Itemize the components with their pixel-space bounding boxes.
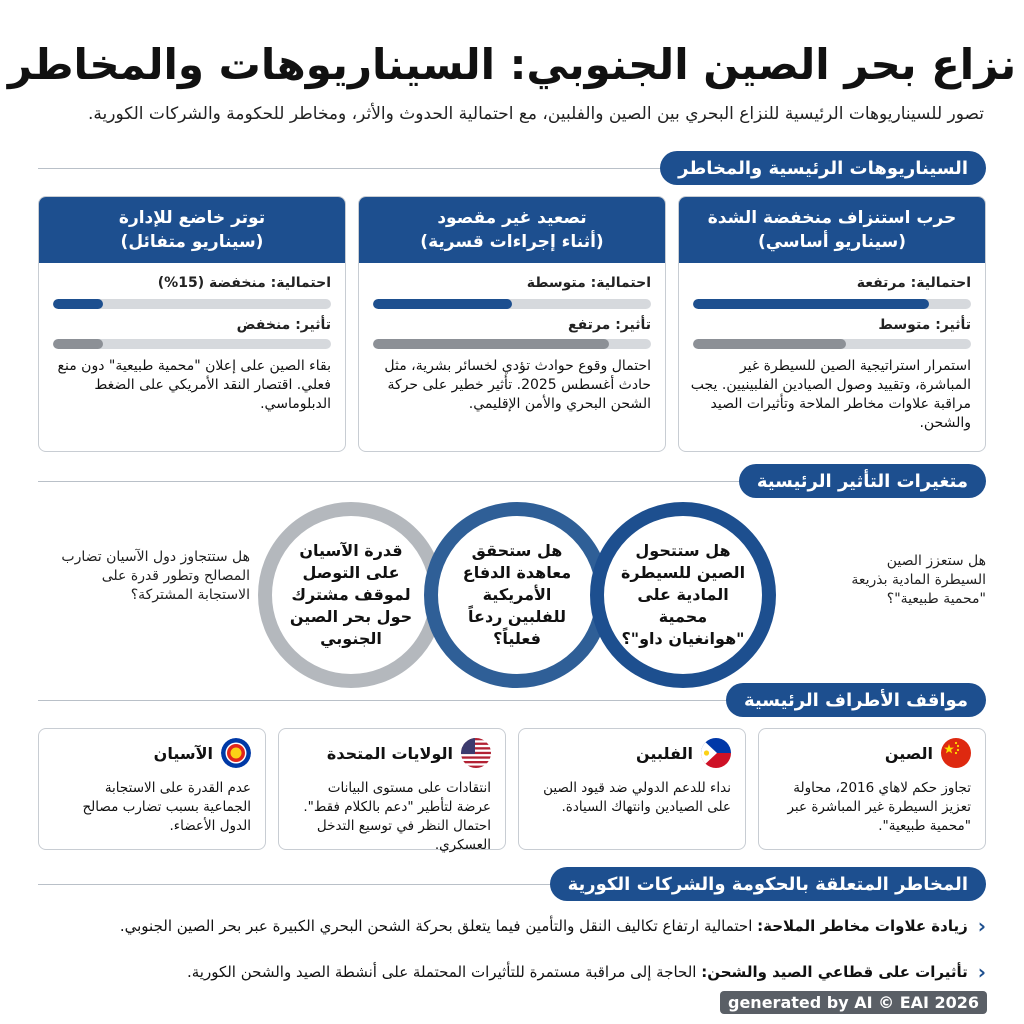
risk-text: [187, 963, 968, 981]
section-risks-header: المخاطر المتعلقة بالحكومة والشركات الكورية: [550, 867, 986, 901]
scenario-card-attrition: [678, 196, 986, 452]
variable-ring-text: قدرة الآسيان على التوصل لموقف مشترك حول بحر الصين الجنوبي: [289, 541, 413, 648]
impact-fill: [53, 339, 103, 349]
risk-text: [120, 917, 968, 935]
philippines-flag-icon: [701, 738, 731, 768]
impact-label: تأثير: منخفض: [236, 317, 331, 333]
party-description: تجاوز حكم لاهاي 2016، محاولة تعزيز السيطرة غير المباشرة عبر "محمية طبيعية".: [787, 780, 971, 834]
scenario-description: احتمال وقوع حوادث تؤدي لخسائر بشرية، مثل حادث أغسطس 2025. تأثير خطير على حركة الشحن البحري والأمن الإقليمي.: [384, 358, 651, 412]
variable-note-right: هل ستعزز الصين السيطرة المادية بذريعة "محمية طبيعية"؟: [851, 553, 986, 607]
variable-ring-text: هل ستحقق معاهدة الدفاع الأمريكية للفلبين ردعاً فعلياً؟: [462, 541, 572, 648]
risk-detail: احتمالية ارتفاع تكاليف النقل والتأمين فيما يتعلق بحركة الشحن البحري الكبيرة عبر بحر الصين الجنوبي.: [119, 917, 753, 935]
probability-meter: [693, 299, 971, 309]
scenario-card-header: [39, 197, 345, 263]
footer-credit: generated by AI © EAI 2026: [720, 991, 987, 1014]
scenario-title: توتر خاضع للإدارة: [118, 208, 266, 228]
china-flag-icon: [941, 738, 971, 768]
impact-label: تأثير: مرتفع: [568, 317, 651, 333]
section-scenarios-header: السيناريوهات الرئيسية والمخاطر: [660, 151, 986, 185]
impact-meter: [693, 339, 971, 349]
scenario-card-escalation: [358, 196, 666, 452]
variable-ring-asean: [258, 502, 444, 688]
party-name: الصين: [884, 743, 933, 763]
variable-ring-china-control: [590, 502, 776, 688]
variable-ring-text: هل ستتحول الصين للسيطرة المادية على محمية "هوانغيان داو"؟: [620, 541, 746, 648]
probability-meter: [373, 299, 651, 309]
scenario-subtitle: (سيناريو أساسي): [757, 232, 907, 252]
page-title: نزاع بحر الصين الجنوبي: السيناريوهات والمخاطر: [7, 40, 1017, 89]
probability-label: احتمالية: مرتفعة: [856, 275, 971, 291]
party-card-asean: [38, 728, 266, 850]
usa-flag-icon: [461, 738, 491, 768]
party-name: الولايات المتحدة: [326, 743, 453, 763]
scenario-description: استمرار استراتيجية الصين للسيطرة غير المباشرة، وتقييد وصول الصيادين الفلبينيين. يجب مراقبة علاوات مخاطر الملاحة وتأثيرات الصيد والشحن.: [690, 358, 971, 431]
probability-label: احتمالية: منخفضة (15%): [157, 275, 331, 291]
party-name: الفلبين: [636, 743, 693, 763]
party-description: نداء للدعم الدولي ضد قيود الصين على الصيادين وانتهاك السيادة.: [543, 780, 731, 815]
impact-label: تأثير: متوسط: [878, 317, 971, 333]
party-description: عدم القدرة على الاستجابة الجماعية بسبب تضارب مصالح الدول الأعضاء.: [82, 780, 251, 834]
party-card-philippines: [518, 728, 746, 850]
impact-fill: [693, 339, 846, 349]
scenario-card-header: [359, 197, 665, 263]
chevron-left-icon: ‹: [977, 914, 986, 938]
chevron-left-icon: ‹: [977, 960, 986, 984]
scenario-subtitle: (أثناء إجراءات قسرية): [420, 232, 604, 252]
scenario-subtitle: (سيناريو متفائل): [120, 232, 264, 252]
party-card-usa: [278, 728, 506, 853]
party-name: الآسيان: [153, 743, 213, 763]
party-description: انتقادات على مستوى البيانات عرضة لتأطير "دعم بالكلام فقط". احتمال النظر في توسيع التدخل العسكري.: [303, 780, 491, 853]
scenario-card-header: [679, 197, 985, 263]
risk-label: زيادة علاوات مخاطر الملاحة:: [757, 917, 968, 935]
asean-emblem-icon: [221, 738, 251, 768]
risk-detail: الحاجة إلى مراقبة مستمرة للتأثيرات المحتملة على أنشطة الصيد والشحن الكورية.: [186, 963, 697, 981]
probability-meter: [53, 299, 331, 309]
probability-fill: [373, 299, 512, 309]
scenario-card-managed-tension: [38, 196, 346, 452]
probability-fill: [693, 299, 929, 309]
probability-fill: [53, 299, 103, 309]
party-card-china: [758, 728, 986, 850]
risk-label: تأثيرات على قطاعي الصيد والشحن:: [701, 963, 968, 981]
section-parties-header: مواقف الأطراف الرئيسية: [726, 683, 986, 717]
variable-note-left: هل ستتجاوز دول الآسيان تضارب المصالح وتطور قدرة على الاستجابة المشتركة؟: [61, 549, 250, 603]
risk-item-navigation: [36, 914, 986, 938]
variable-ring-us-treaty: [424, 502, 610, 688]
probability-label: احتمالية: متوسطة: [526, 275, 651, 291]
scenario-title: حرب استنزاف منخفضة الشدة: [707, 208, 957, 228]
section-variables-header: متغيرات التأثير الرئيسية: [739, 464, 986, 498]
impact-meter: [53, 339, 331, 349]
scenario-description: بقاء الصين على إعلان "محمية طبيعية" دون منع فعلي. اقتصار النقد الأمريكي على الضغط الدبلوماسي.: [57, 358, 331, 412]
page-subtitle: تصور للسيناريوهات الرئيسية للنزاع البحري بين الصين والفلبين، مع احتمالية الحدوث والأثر، ومخاطر للحكومة والشركات الكورية.: [88, 104, 984, 124]
impact-meter: [373, 339, 651, 349]
scenario-title: تصعيد غير مقصود: [437, 208, 587, 228]
impact-fill: [373, 339, 609, 349]
risk-item-fishing-shipping: [36, 960, 986, 984]
